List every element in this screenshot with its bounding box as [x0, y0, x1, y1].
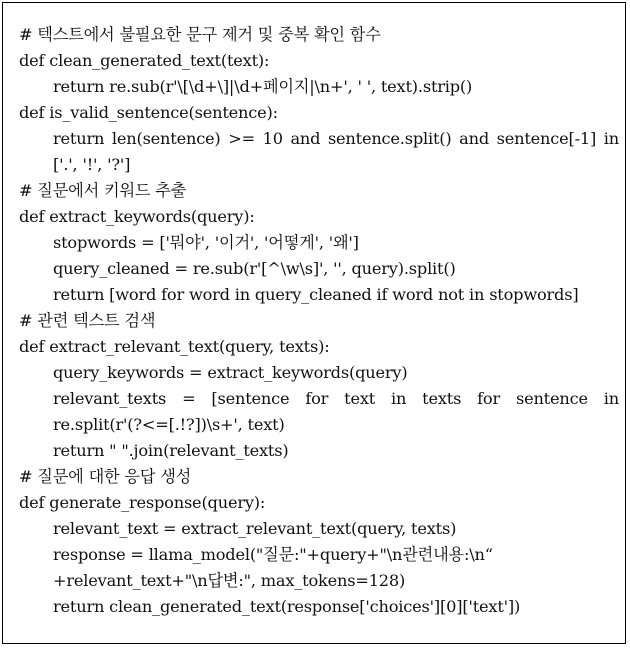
code-line: def clean_generated_text(text): [19, 51, 270, 70]
code-comment: # 텍스트에서 불필요한 문구 제거 및 중복 확인 함수 [19, 25, 381, 44]
code-line: def generate_response(query): [19, 493, 266, 512]
code-line: def extract_relevant_text(query, texts): [19, 337, 330, 356]
code-line: return re.sub(r'\[\d+\]|\d+페이지|\n+', ' ', text).strip() [53, 77, 473, 96]
code-line: relevant_texts = [sentence for text in texts for sentence in [53, 389, 619, 408]
code-line: re.split(r'(?<=[.!?])\s+', text) [53, 415, 285, 434]
code-line: return clean_generated_text(response['choices'][0]['text']) [53, 597, 521, 616]
code-box [2, 2, 626, 644]
code-comment: # 질문에 대한 응답 생성 [19, 467, 192, 486]
code-line: def extract_keywords(query): [19, 207, 255, 226]
code-line: relevant_text = extract_relevant_text(query, texts) [53, 519, 457, 538]
code-line: stopwords = ['뭐야', '이거', '어떻게', '왜'] [53, 233, 359, 252]
code-comment: # 관련 텍스트 검색 [19, 311, 156, 330]
code-line: +relevant_text+"\n답변:", max_tokens=128) [53, 571, 406, 590]
code-line: def is_valid_sentence(sentence): [19, 103, 278, 122]
code-line: response = llama_model("질문:"+query+"\n관련내용:\n“ [53, 545, 493, 564]
code-line: query_keywords = extract_keywords(query) [53, 363, 408, 382]
code-listing [19, 22, 619, 620]
code-line: query_cleaned = re.sub(r'[^\w\s]', '', query).split() [53, 259, 456, 278]
code-line: return len(sentence) >= 10 and sentence.split() and sentence[-1] in [53, 129, 619, 148]
code-line: ['.', '!', '?'] [53, 155, 131, 174]
code-line: return [word for word in query_cleaned if word not in stopwords] [53, 285, 579, 304]
code-line: return " ".join(relevant_texts) [53, 441, 289, 460]
code-comment: # 질문에서 키워드 추출 [19, 181, 187, 200]
